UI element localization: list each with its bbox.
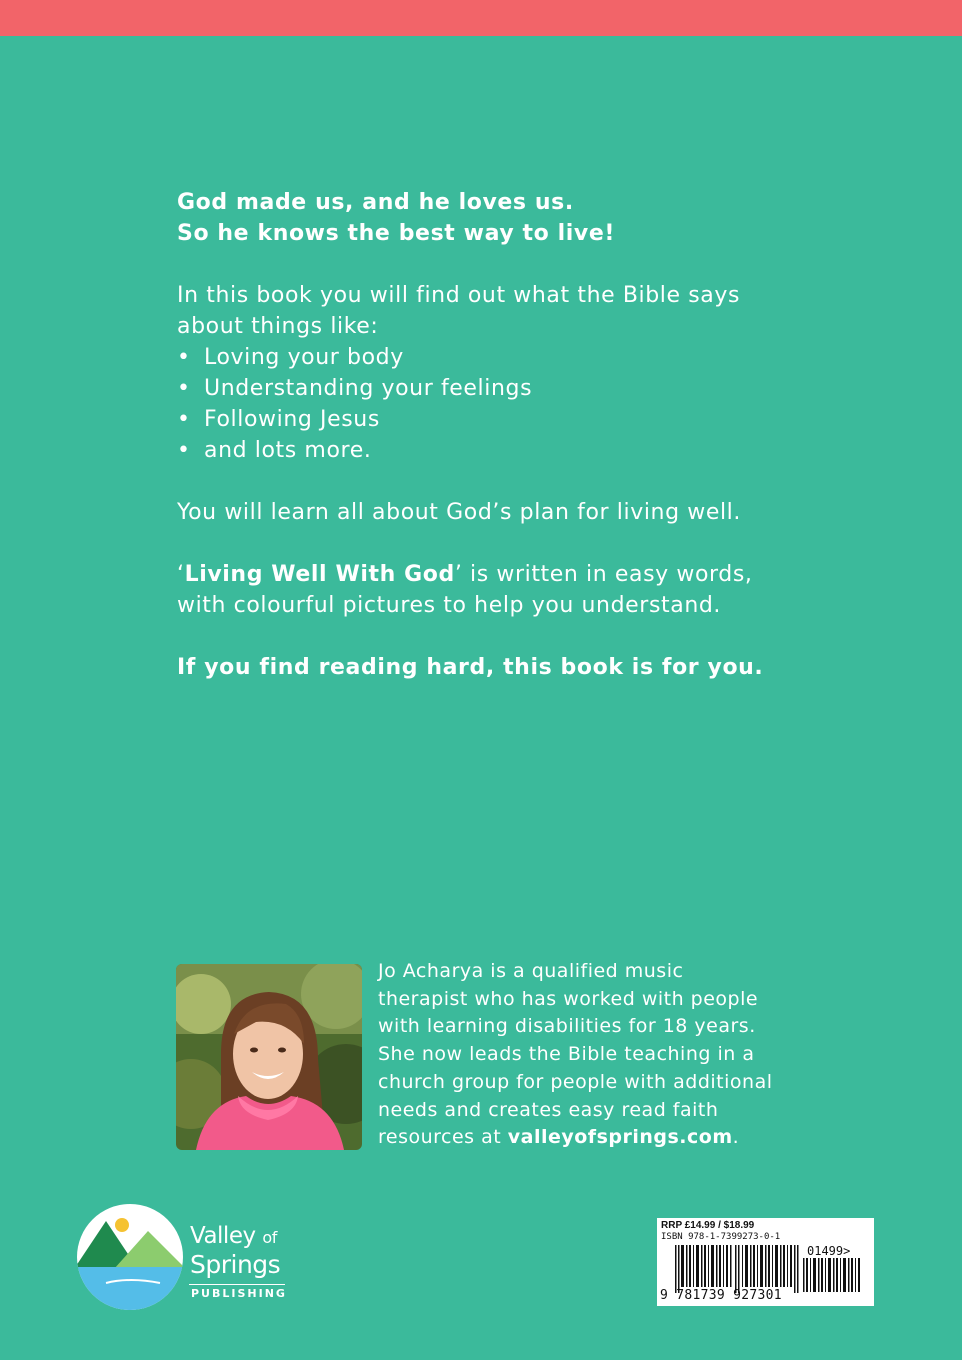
list-item: • Following Jesus xyxy=(177,404,817,435)
list-item: • Loving your body xyxy=(177,342,817,373)
bio-last-line xyxy=(378,1124,818,1152)
barcode-bars xyxy=(675,1245,799,1293)
logo-word-springs: Springs xyxy=(190,1250,281,1279)
quote-open: ‘ xyxy=(177,562,185,587)
list-item: • Understanding your feelings xyxy=(177,373,817,404)
author-photo xyxy=(176,964,362,1150)
publisher-logo xyxy=(76,1203,291,1313)
book-title: Living Well With God xyxy=(184,562,455,587)
logo-divider xyxy=(189,1284,285,1285)
isbn-barcode xyxy=(657,1218,874,1306)
intro-line-1: God made us, and he loves us. xyxy=(177,190,574,215)
author-bio xyxy=(378,958,818,1152)
bio-line: Jo Acharya is a qualified music xyxy=(378,960,684,982)
mountain-lake-icon xyxy=(76,1203,184,1311)
addon-number: 01499> xyxy=(807,1244,851,1258)
plan-sentence: You will learn all about God’s plan for living well. xyxy=(177,500,741,525)
bio-line: needs and creates easy read faith xyxy=(378,1098,719,1121)
logo-word-valley: Valley of xyxy=(190,1223,277,1249)
top-accent-band xyxy=(0,0,962,36)
summary-line-2: about things like: xyxy=(177,314,379,339)
isbn-number: ISBN 978-1-7399273-0-1 xyxy=(661,1232,781,1242)
bio-line: with learning disabilities for 18 years. xyxy=(378,1015,756,1038)
rrp-price: RRP £14.99 / $18.99 xyxy=(661,1220,755,1231)
pictures-sentence: with colourful pictures to help you understand. xyxy=(177,593,722,618)
list-item: • and lots more. xyxy=(177,435,817,466)
back-cover-blurb xyxy=(177,187,817,683)
logo-word-publishing: PUBLISHING xyxy=(191,1287,287,1300)
bio-line: church group for people with additional xyxy=(378,1070,773,1093)
bio-last-suffix: . xyxy=(732,1126,740,1149)
intro-line-2: So he knows the best way to live! xyxy=(177,221,616,246)
bio-line: therapist who has worked with people xyxy=(378,987,759,1010)
bio-line: She now leads the Bible teaching in a xyxy=(378,1043,755,1066)
barcode-number: 9 781739 927301 xyxy=(660,1288,782,1303)
quote-rest: ’ is written in easy words, xyxy=(454,562,753,587)
title-sentence xyxy=(177,559,817,590)
bio-last-prefix: resources at xyxy=(378,1126,508,1149)
closing-sentence: If you find reading hard, this book is for you. xyxy=(177,655,764,680)
addon-barcode-bars xyxy=(803,1258,861,1292)
website-link[interactable]: valleyofsprings.com xyxy=(507,1126,733,1149)
summary-line-1: In this book you will find out what the Bible says xyxy=(177,283,741,308)
topic-list xyxy=(177,342,817,466)
